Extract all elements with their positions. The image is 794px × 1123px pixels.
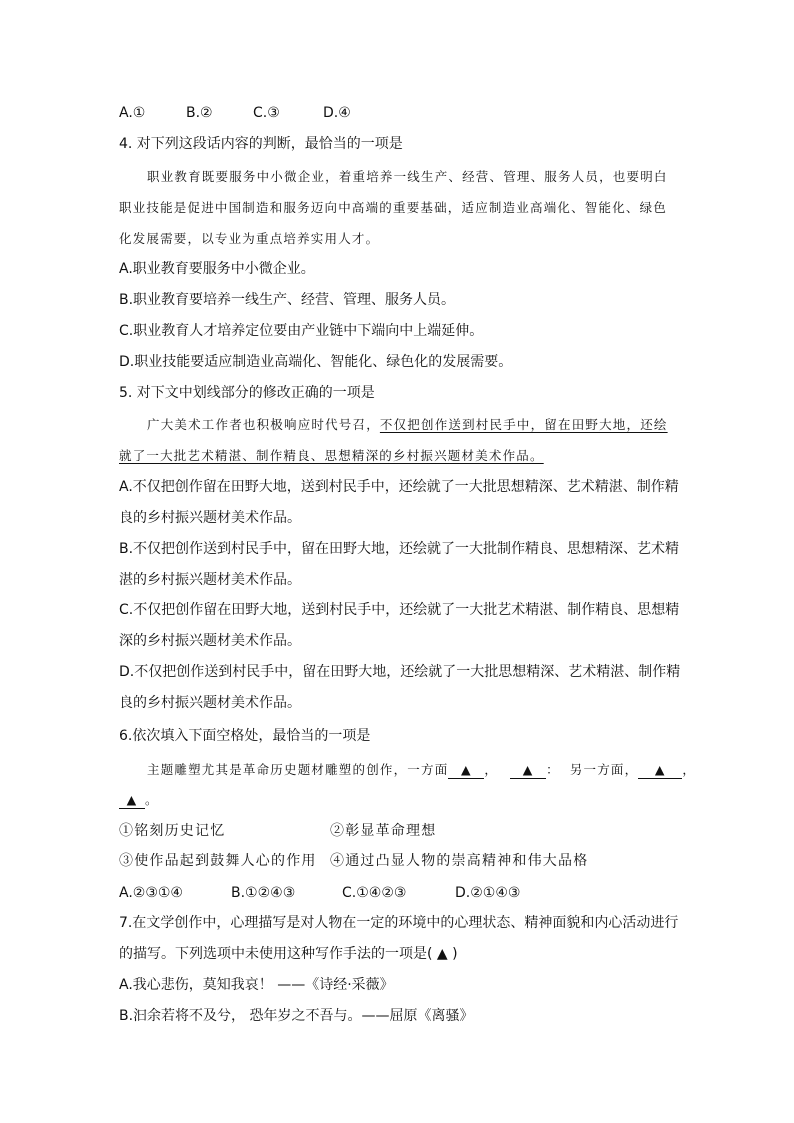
q6-end-comma: ， [682,762,697,777]
q5-underlined-text: 不仅把创作送到村民手中，留在田野大地，还绘 [379,417,668,432]
q6-stem: 6.依次填入下面空格处，最恰当的一项是 [119,728,371,744]
q5-option-a-cont: 良的乡村振兴题材美术作品。 [119,510,301,526]
q6-option-d[interactable]: D.②①④③ [455,885,521,901]
q5-passage-line [119,446,544,466]
q6-item: ③使作品起到鼓舞人心的作用 [119,853,317,869]
q6-option-b[interactable]: B.①②④③ [231,885,296,901]
q5-option-c-cont: 深的乡村振兴题材美术作品。 [119,633,301,649]
q6-colon: ： [546,762,560,777]
q7-option-a[interactable]: A.我心悲伤，莫知我哀！ ——《诗经·采薇》 [119,977,394,993]
q5-option-c[interactable]: C.不仅把创作留在田野大地，送到村民手中，还绘就了一大批艺术精湛、制作精良、思想精 [119,602,680,618]
q6-item: ④通过凸显人物的崇高精神和伟大品格 [330,853,589,869]
q3-option-d[interactable]: D.④ [323,105,351,121]
q5-option-a[interactable]: A.不仅把创作留在田野大地，送到村民手中，还绘就了一大批思想精深、艺术精湛、制作精 [119,479,679,495]
q6-passage-line [119,790,159,810]
q3-option-a[interactable]: A.① [119,105,146,121]
q6-option-a[interactable]: A.②③①④ [119,885,183,901]
q6-passage-line [147,760,696,780]
q4-passage-line: 化发展需要，以专业为重点培养实用人才。 [119,231,380,246]
q6-item: ①铭刻历史记忆 [119,823,226,839]
q4-option-b[interactable]: B.职业教育要培养一线生产、经营、管理、服务人员。 [119,292,456,308]
q4-option-c[interactable]: C.职业教育人才培养定位要由产业链中下端向中上端延伸。 [119,323,484,339]
q7-stem-line: 的描写。下列选项中未使用这种写作手法的一项是( ▲ ) [119,946,458,962]
q6-period: 。 [145,792,159,807]
q5-option-b[interactable]: B.不仅把创作送到村民手中，留在田野大地，还绘就了一大批制作精良、思想精深、艺术精 [119,541,680,557]
q5-underlined-text: 就了一大批艺术精湛、制作精良、思想精深的乡村振兴题材美术作品。 [119,448,544,463]
q6-option-c[interactable]: C.①④②③ [342,885,407,901]
q4-stem: 4. 对下列这段话内容的判断，最恰当的一项是 [119,136,403,152]
q4-option-a[interactable]: A.职业教育要服务中小微企业。 [119,261,315,277]
q4-passage-line: 职业技能是促进中国制造和服务迈向中高端的重要基础，适应制造业高端化、智能化、绿色 [119,200,668,215]
q6-blank-1[interactable]: ▲ [448,762,484,779]
q6-blank-3[interactable]: ▲ [638,762,682,779]
q6-comma: ， [484,762,499,777]
q5-option-b-cont: 湛的乡村振兴题材美术作品。 [119,572,301,588]
q5-option-d[interactable]: D.不仅把创作送到村民手中，留在田野大地，还绘就了一大批思想精深、艺术精湛、制作精 [119,664,681,680]
q7-stem-line: 7.在文学创作中，心理描写是对人物在一定的环境中的心理状态、精神面貌和内心活动进行 [119,915,679,931]
q6-passage-b: 另一方面， [569,762,639,777]
q3-option-b[interactable]: B.② [186,105,213,121]
q6-item: ②彰显革命理想 [330,823,437,839]
q3-option-c[interactable]: C.③ [253,105,280,121]
q6-blank-2[interactable]: ▲ [510,762,546,779]
q4-option-d[interactable]: D.职业技能要适应制造业高端化、智能化、绿色化的发展需要。 [119,354,513,370]
q4-passage-line: 职业教育既要服务中小微企业，着重培养一线生产、经营、管理、服务人员，也要明白 [147,169,668,184]
q5-stem: 5. 对下文中划线部分的修改正确的一项是 [119,385,375,401]
q6-passage-a: 主题雕塑尤其是革命历史题材雕塑的创作，一方面 [147,762,449,777]
q5-passage-lead: 广大美术工作者也积极响应时代号召， [147,417,380,432]
q7-option-b[interactable]: B.汩余若将不及兮， 恐年岁之不吾与。——屈原《离骚》 [119,1008,474,1024]
q6-blank-4[interactable]: ▲ [119,792,145,809]
q5-passage-line [147,415,668,435]
q5-option-d-cont: 良的乡村振兴题材美术作品。 [119,695,301,711]
